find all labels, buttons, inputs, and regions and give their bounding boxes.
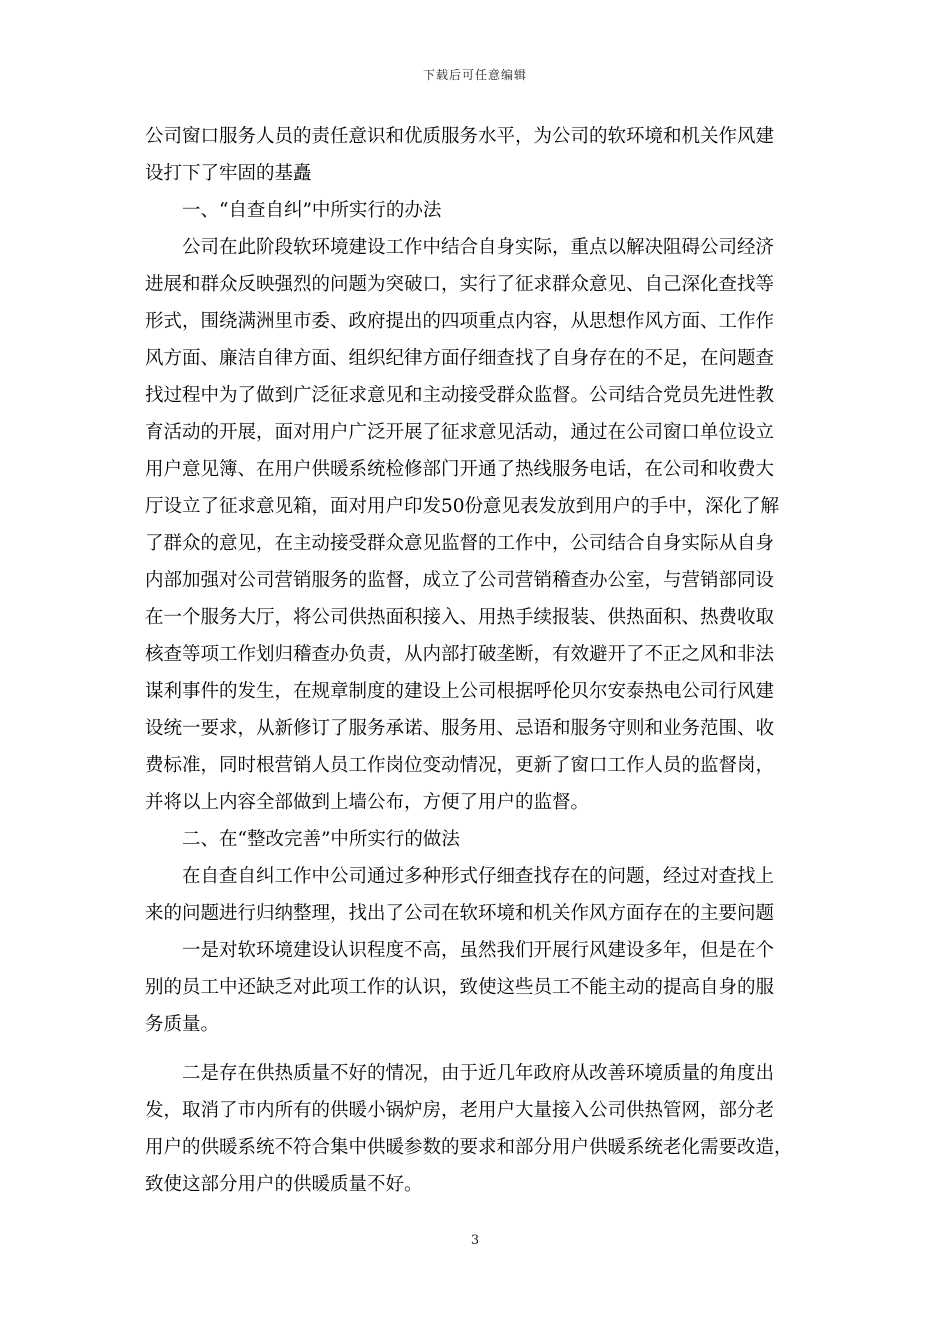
section-heading: 一、“自查自纠”中所实行的办法 — [145, 200, 442, 221]
text-line: 设打下了牢固的基矗 — [145, 163, 312, 184]
header-note: 下载后可任意编辑 — [422, 68, 527, 82]
paragraph-gap — [145, 1043, 810, 1055]
text-line: 了群众的意见，在主动接受群众意见监督的工作中，公司结合自身实际从自身 — [145, 533, 775, 554]
text-line: 找过程中为了做到广泛征求意见和主动接受群众监督。公司结合党员先进性教 — [145, 385, 775, 406]
text-line: 形式，围绕满洲里市委、政府提出的四项重点内容，从思想作风方面、工作作 — [145, 311, 775, 332]
text-line: 核查等项工作划归稽查办负责，从内部打破垄断，有效避开了不正之风和非法 — [145, 644, 775, 665]
text-line: 育活动的开展，面对用户广泛开展了征求意见活动，通过在公司窗口单位设立 — [145, 422, 775, 443]
text-line: 公司窗口服务人员的责任意识和优质服务水平，为公司的软环境和机关作风建 — [145, 126, 775, 147]
text-line: 并将以上内容全部做到上墙公布，方便了用户的监督。 — [145, 792, 590, 813]
text-line: 厅设立了征求意见箱，面对用户印发50份意见表发放到用户的手中，深化了解 — [145, 496, 780, 517]
text-line: 用户的供暖系统不符合集中供暖参数的要求和部分用户供暖系统老化需要改造， — [145, 1137, 793, 1158]
text-line: 一是对软环境建设认识程度不高，虽然我们开展行风建设多年，但是在个 — [145, 940, 775, 961]
text-line: 费标准，同时根营销人员工作岗位变动情况，更新了窗口工作人员的监督岗， — [145, 755, 775, 776]
text-line: 进展和群众反映强烈的问题为突破口，实行了征求群众意见、自己深化查找等 — [145, 274, 775, 295]
text-line: 谋利事件的发生，在规章制度的建设上公司根据呼伦贝尔安泰热电公司行风建 — [145, 681, 775, 702]
text-line: 设统一要求，从新修订了服务承诺、服务用、忌语和服务守则和业务范围、收 — [145, 718, 775, 739]
text-line: 用户意见簿、在用户供暖系统检修部门开通了热线服务电话，在公司和收费大 — [145, 459, 775, 480]
text-line: 务质量。 — [145, 1014, 220, 1035]
text-line: 二是存在供热质量不好的情况，由于近几年政府从改善环境质量的角度出 — [145, 1063, 775, 1084]
text-line: 风方面、廉洁自律方面、组织纪律方面仔细查找了自身存在的不足，在问题查 — [145, 348, 775, 369]
text-line: 内部加强对公司营销服务的监督，成立了公司营销稽查办公室，与营销部同设 — [145, 570, 775, 591]
text-line: 公司在此阶段软环境建设工作中结合自身实际，重点以解决阻碍公司经济 — [145, 237, 775, 258]
text-line: 别的员工中还缺乏对此项工作的认识，致使这些员工不能主动的提高自身的服 — [145, 977, 775, 998]
text-line: 致使这部分用户的供暖质量不好。 — [145, 1174, 423, 1195]
section-heading: 二、在“整改完善”中所实行的做法 — [145, 829, 460, 850]
text-line: 在自查自纠工作中公司通过多种形式仔细查找存在的问题，经过对查找上 — [145, 866, 775, 887]
text-line: 发，取消了市内所有的供暖小锅炉房，老用户大量接入公司供热管网，部分老 — [145, 1100, 775, 1121]
text-line: 来的问题进行归纳整理，找出了公司在软环境和机关作风方面存在的主要问题 — [145, 903, 775, 924]
text-line: 在一个服务大厅，将公司供热面积接入、用热手续报装、供热面积、热费收取 — [145, 607, 775, 628]
page-number: 3 — [470, 1233, 480, 1248]
body-text — [145, 118, 810, 1203]
